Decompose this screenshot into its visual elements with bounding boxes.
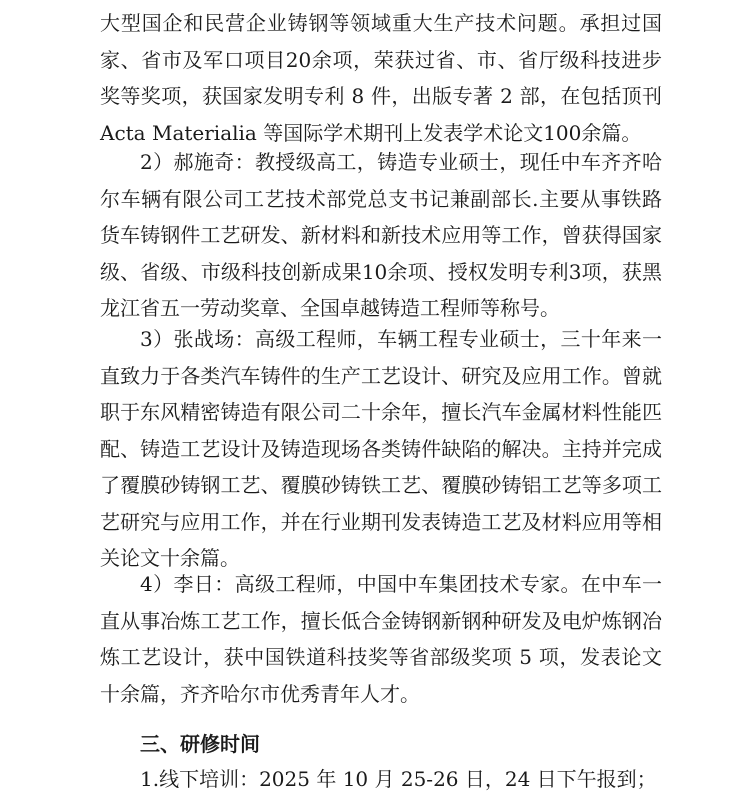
section-heading: 三、研修时间 [140,732,260,756]
schedule-line: 1.线下培训：2025 年 10 月 25-26 日，24 日下午报到； [140,767,657,791]
paragraph-expert-1-continued: 大型国企和民营企业铸钢等领域重大生产技术问题。承担过国家、省市及军口项目20余项，荣获过省、市、省厅级科技进步奖等奖项，获国家发明专利 8 件，出版专著 2 部，在包括顶刊 Acta Materialia 等国际学术期刊上发表学术论文100余篇。 [100,11,662,145]
paragraph-expert-2: 2）郝施奇：教授级高工，铸造专业硕士，现任中车齐齐哈尔车辆有限公司工艺技术部党总支书记兼副部长.主要从事铁路货车铸钢件工艺研发、新材料和新技术应用等工作，曾获得国家级、省级、市级科技创新成果10余项、授权发明专利3项，获黑龙江省五一劳动奖章、全国卓越铸造工程师等称号。 [100,150,662,320]
paragraph-expert-3: 3）张战场：高级工程师，车辆工程专业硕士，三十年来一直致力于各类汽车铸件的生产工艺设计、研究及应用工作。曾就职于东风精密铸造有限公司二十余年，擅长汽车金属材料性能匹配、铸造工艺设计及铸造现场各类铸件缺陷的解决。主持并完成了覆膜砂铸钢工艺、覆膜砂铸铁工艺、覆膜砂铸铝工艺等多项工艺研究与应用工作，并在行业期刊发表铸造工艺及材料应用等相关论文十余篇。 [100,327,662,570]
paragraph-expert-4: 4）李日：高级工程师，中国中车集团技术专家。在中车一直从事冶炼工艺工作，擅长低合金铸钢新钢种研发及电炉炼钢冶炼工艺设计，获中国铁道科技奖等省部级奖项 5 项，发表论文十余篇，齐齐哈尔市优秀青年人才。 [100,572,662,706]
